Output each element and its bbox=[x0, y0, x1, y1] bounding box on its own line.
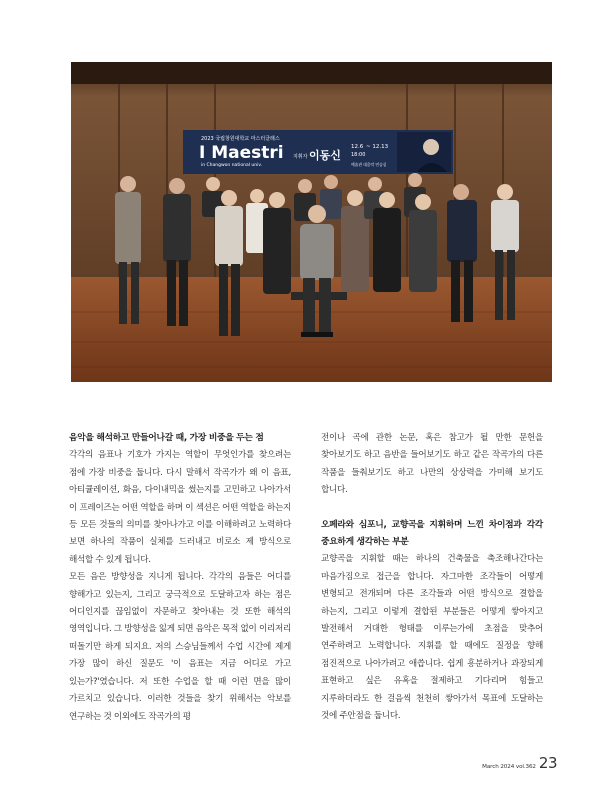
page-number: 23 bbox=[538, 754, 557, 772]
left-heading: 음악을 해석하고 만들어나갈 때, 가장 비중을 두는 점 bbox=[69, 433, 264, 443]
banner-title: I Maestri bbox=[199, 143, 284, 163]
left-paragraph-2: 모든 음은 방향성을 지니게 됩니다. 각각의 음들은 어디를 향해가고 있는지, 그리고 궁극적으로 도달하고자 하는 점은 어디인지를 끊임없이 자문하고 찾아내는 것 또한 해석의 영역입니다. 그 방향성을 잃게 되면 음악은 목적 없이 이리저리 떠돌기만 하게 되지요. 저의 스승님들께서 수업 시간에 제게 가장 많이 하신 질문도 '이 음표는 지금 어디로 가고 있는가?'였습니다. 저 또한 수업을 할 때 이런 면을 많이 가르치고 있습니다. 이러한 것들을 찾기 위해서는 악보를 연구하는 것 이외에도 작곡가의 평 bbox=[69, 572, 291, 722]
banner-conductor-label: 지휘자 bbox=[293, 154, 308, 160]
page-footer bbox=[462, 754, 557, 772]
masterclass-banner bbox=[183, 130, 453, 174]
banner-dates-end: ~ 12.13 bbox=[366, 144, 389, 150]
issue-label: March 2024 vol.362 bbox=[482, 764, 536, 770]
left-column bbox=[69, 430, 291, 726]
banner-time: 18:00 bbox=[351, 152, 366, 158]
banner-subtitle: 2023 국립창원대학교 마스터클래스 bbox=[201, 136, 280, 142]
right-intro-paragraph: 전이나 곡에 관한 논문, 혹은 참고가 될 만한 문헌을 찾아보기도 하고 음반을 들어보기도 하고 같은 작곡가의 다른 작품을 들춰보기도 하고 나만의 상상력을 가미해 보기도 합니다. bbox=[321, 433, 543, 496]
right-heading: 오페라와 심포니, 교향곡을 지휘하며 느낀 차이점과 각각 중요하게 생각하는 부분 bbox=[321, 519, 543, 548]
banner-dates-start: 12.6 bbox=[351, 144, 364, 150]
right-column bbox=[321, 430, 543, 726]
group-photo bbox=[71, 62, 552, 382]
left-paragraph-1: 각각의 음표나 기호가 가지는 역할이 무엇인가를 찾으려는 점에 가장 비중을 둡니다. 다시 말해서 작곡가가 왜 이 음표, 아티큘레이션, 화음, 다이내믹을 썼는지를 고민하고 나아가서 이 프레이즈는 어떤 역할을 하며 이 섹션은 어떤 역할을 하는지 등 모든 것들의 의미를 찾아나가고 이를 이해하려고 노력하다 보면 하나의 작품이 실체를 드러내고 비로소 제 방식으로 해석할 수 있게 됩니다. bbox=[69, 450, 291, 565]
banner-conductor-name: 이동신 bbox=[309, 149, 341, 162]
right-paragraph: 교향곡을 지휘할 때는 하나의 건축물을 축조해나간다는 마음가짐으로 접근을 합니다. 자그마한 조각들이 어떻게 변형되고 전개되며 다른 조각들과 어떤 방식으로 결합을 하는지, 그리고 이렇게 결합된 부분들은 어떻게 쌓아지고 발전해서 거대한 형태를 이루는가에 초점을 맞추어 연주하려고 노력합니다. 지휘를 할 때에도 질정을 향해 점진적으로 나아가려고 애씁니다. 쉽게 흥분하거나 과장되게 표현하고 싶은 유혹을 절제하고 기다리며 힘들고 지루하더라도 한 걸음씩 천천히 쌓아가서 목표에 도달하는 것에 주안점을 둡니다. bbox=[321, 554, 543, 722]
banner-tagline: in Changwon national univ. bbox=[201, 163, 263, 168]
banner-venue: 예술관 대음악 연습실 bbox=[351, 162, 387, 167]
group-photo-illustration bbox=[71, 62, 552, 382]
